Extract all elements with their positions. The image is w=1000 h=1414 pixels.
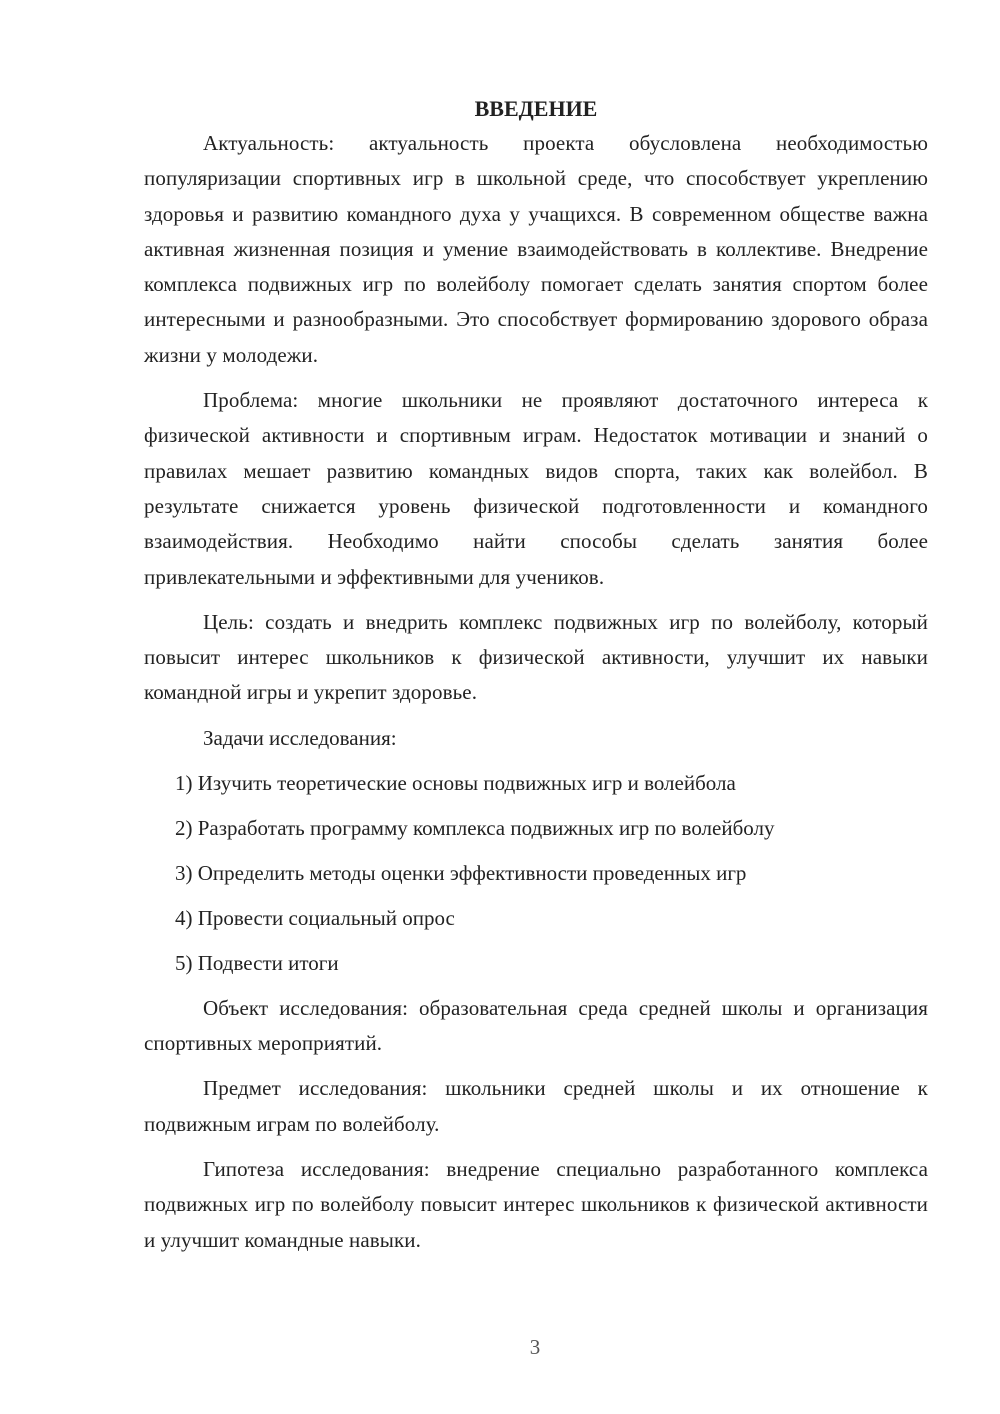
page-number: 3: [529, 1335, 541, 1359]
list-item: 4) Провести социальный опрос: [175, 905, 455, 930]
paragraph-relevance: Актуальность: актуальность проекта обусловлена необходимостью популяризации спортивных игр в школьной среде, что способствует укреплению здоровья и развитию командного духа у учащихся. В современном обществе важна активная жизненная позиция и умение взаимодействовать в коллективе. Внедрение комплекса подвижных игр по волейболу помогает сделать занятия спортом более интересными и разнообразными. Это способствует формированию здорового образа жизни у молодежи.: [144, 131, 928, 367]
list-item: 3) Определить методы оценки эффективности проведенных игр: [175, 860, 747, 885]
paragraph-hypothesis: Гипотеза исследования: внедрение специально разработанного комплекса подвижных игр по волейболу повысит интерес школьников к физической активности и улучшит командные навыки.: [144, 1156, 928, 1252]
list-item: 2) Разработать программу комплекса подвижных игр по волейболу: [175, 815, 775, 840]
paragraph-subject: Предмет исследования: школьники средней школы и их отношение к подвижным играм по волейболу.: [144, 1076, 928, 1136]
list-item: 1) Изучить теоретические основы подвижных игр и волейбола: [175, 770, 736, 795]
list-item: 5) Подвести итоги: [175, 950, 339, 975]
page-title: ВВЕДЕНИЕ: [474, 96, 598, 121]
paragraph-object: Объект исследования: образовательная среда средней школы и организация спортивных мероприятий.: [144, 995, 928, 1056]
document-page: [144, 92, 928, 1268]
paragraph-goal: Цель: создать и внедрить комплекс подвижных игр по волейболу, который повысит интерес школьников к физической активности, улучшит их навыки командной игры и укрепит здоровье.: [144, 609, 928, 705]
tasks-heading: Задачи исследования:: [203, 725, 397, 750]
task-list: [144, 766, 928, 981]
paragraph-problem: Проблема: многие школьники не проявляют достаточного интереса к физической активности и спортивным играм. Недостаток мотивации и знаний о правилах мешает развитию командных видов спорта, таких как волейбол. В результате снижается уровень физической подготовленности и командного взаимодействия. Необходимо найти способы сделать занятия более привлекательными и эффективными для учеников.: [144, 388, 928, 589]
